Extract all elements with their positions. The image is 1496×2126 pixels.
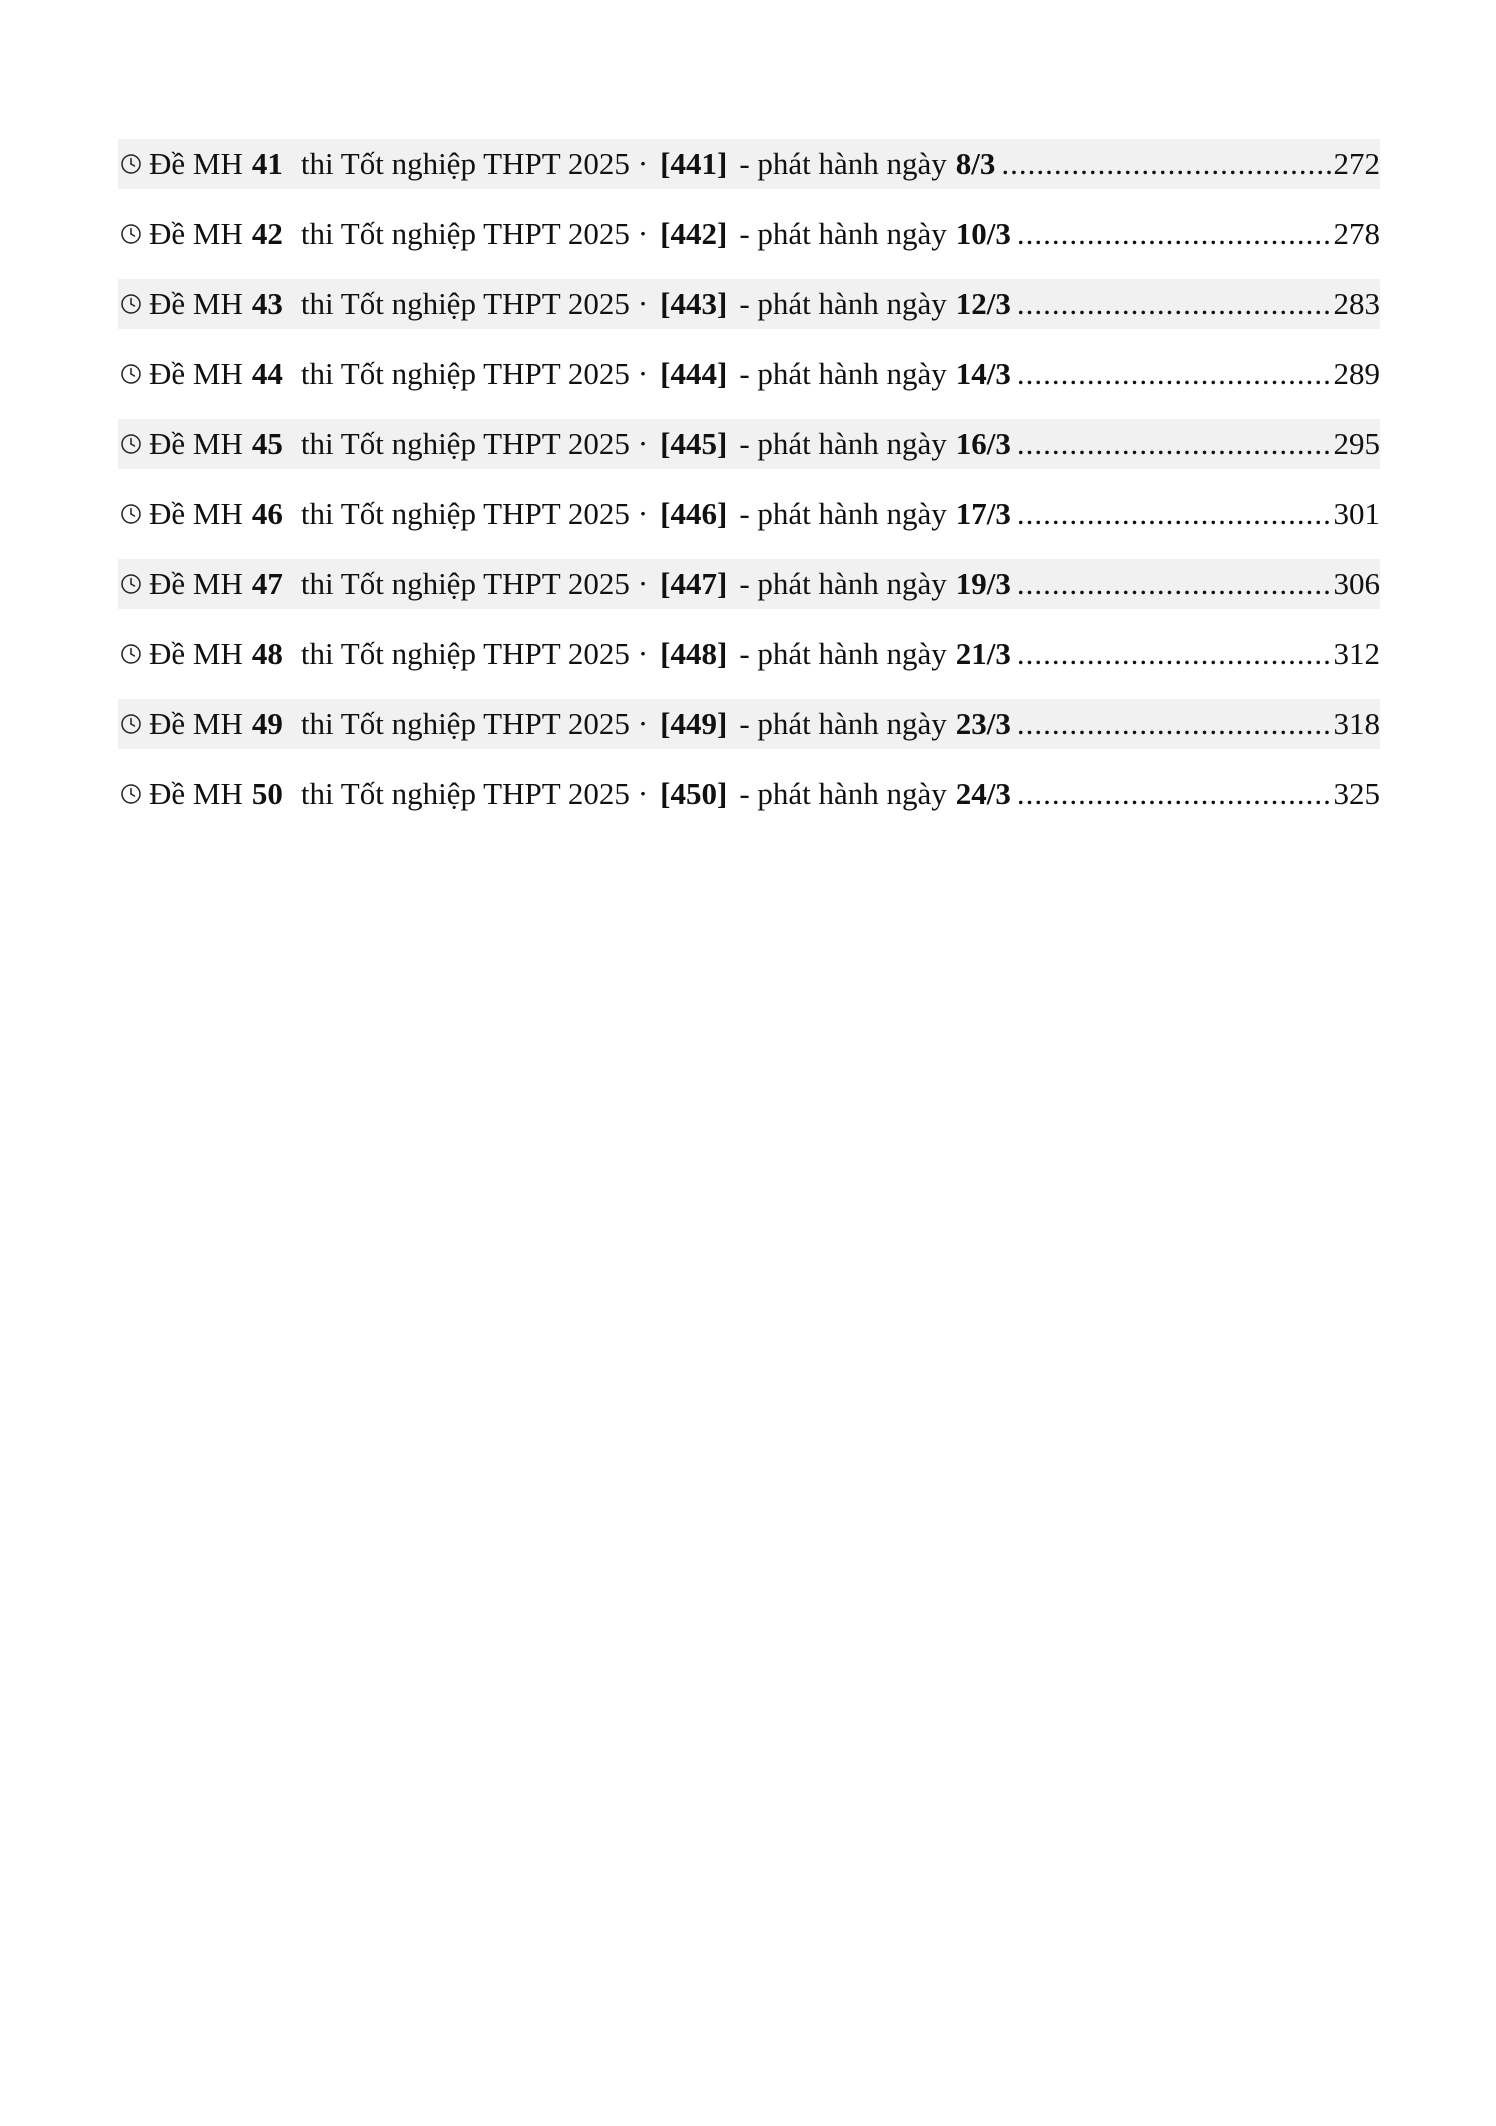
clock-icon [119,222,143,246]
toc-entry[interactable] [118,279,1380,329]
entry-release-date: 23/3 [955,706,1011,741]
entry-release-label: - phát hành ngày [739,146,947,181]
toc-entry[interactable] [118,349,1380,399]
entry-prefix: Đề MH [149,356,243,391]
dot-leader [1017,489,1332,539]
entry-separator: · [637,356,649,391]
entry-prefix: Đề MH [149,426,243,461]
entry-title: thi Tốt nghiệp THPT 2025 [300,706,630,741]
clock-icon [119,292,143,316]
dot-leader [1017,209,1332,259]
entry-title: thi Tốt nghiệp THPT 2025 [300,286,630,321]
entry-prefix: Đề MH [149,146,243,181]
entry-code: [450] [660,776,728,811]
entry-title: thi Tốt nghiệp THPT 2025 [300,496,630,531]
entry-separator: · [637,146,649,181]
entry-code: [448] [660,636,728,671]
entry-release-date: 24/3 [955,776,1011,811]
entry-number: 45 [251,426,283,461]
dot-leader [1017,769,1332,819]
entry-page-number: 289 [1333,356,1380,391]
entry-page-number: 283 [1333,286,1380,321]
entry-separator: · [637,496,649,531]
entry-title: thi Tốt nghiệp THPT 2025 [300,356,630,391]
entry-page-number: 278 [1333,216,1380,251]
entry-separator: · [637,566,649,601]
entry-code: [445] [660,426,728,461]
clock-icon [119,362,143,386]
entry-page-number: 312 [1333,636,1380,671]
entry-number: 50 [251,776,283,811]
toc-entry[interactable] [118,629,1380,679]
entry-release-label: - phát hành ngày [739,356,947,391]
entry-release-label: - phát hành ngày [739,636,947,671]
table-of-contents [118,139,1380,839]
entry-prefix: Đề MH [149,496,243,531]
entry-release-label: - phát hành ngày [739,566,947,601]
entry-prefix: Đề MH [149,566,243,601]
entry-release-label: - phát hành ngày [739,216,947,251]
clock-icon [119,572,143,596]
toc-entry[interactable] [118,769,1380,819]
entry-release-label: - phát hành ngày [739,706,947,741]
dot-leader [1017,349,1332,399]
entry-page-number: 306 [1333,566,1380,601]
entry-prefix: Đề MH [149,706,243,741]
entry-page-number: 301 [1333,496,1380,531]
entry-code: [441] [660,146,728,181]
entry-code: [442] [660,216,728,251]
entry-code: [443] [660,286,728,321]
dot-leader [1017,699,1332,749]
entry-separator: · [637,636,649,671]
entry-separator: · [637,286,649,321]
entry-number: 43 [251,286,283,321]
dot-leader [1017,629,1332,679]
entry-release-label: - phát hành ngày [739,496,947,531]
entry-number: 46 [251,496,283,531]
entry-prefix: Đề MH [149,286,243,321]
entry-page-number: 272 [1333,146,1380,181]
clock-icon [119,152,143,176]
entry-release-date: 16/3 [955,426,1011,461]
toc-entry[interactable] [118,699,1380,749]
entry-number: 42 [251,216,283,251]
dot-leader [1001,139,1331,189]
clock-icon [119,712,143,736]
entry-page-number: 325 [1333,776,1380,811]
entry-number: 48 [251,636,283,671]
entry-number: 47 [251,566,283,601]
entry-release-date: 19/3 [955,566,1011,601]
entry-title: thi Tốt nghiệp THPT 2025 [300,146,630,181]
entry-title: thi Tốt nghiệp THPT 2025 [300,776,630,811]
clock-icon [119,642,143,666]
entry-code: [447] [660,566,728,601]
entry-title: thi Tốt nghiệp THPT 2025 [300,216,630,251]
entry-separator: · [637,216,649,251]
entry-prefix: Đề MH [149,216,243,251]
entry-code: [449] [660,706,728,741]
clock-icon [119,502,143,526]
dot-leader [1017,559,1332,609]
entry-release-date: 12/3 [955,286,1011,321]
toc-entry[interactable] [118,419,1380,469]
entry-release-date: 14/3 [955,356,1011,391]
clock-icon [119,432,143,456]
entry-prefix: Đề MH [149,636,243,671]
entry-release-date: 17/3 [955,496,1011,531]
toc-entry[interactable] [118,489,1380,539]
toc-entry[interactable] [118,209,1380,259]
entry-release-date: 8/3 [955,146,996,181]
clock-icon [119,782,143,806]
entry-number: 49 [251,706,283,741]
entry-title: thi Tốt nghiệp THPT 2025 [300,636,630,671]
entry-release-label: - phát hành ngày [739,426,947,461]
entry-number: 44 [251,356,283,391]
entry-page-number: 295 [1333,426,1380,461]
entry-release-date: 10/3 [955,216,1011,251]
entry-prefix: Đề MH [149,776,243,811]
dot-leader [1017,279,1332,329]
entry-page-number: 318 [1333,706,1380,741]
entry-release-label: - phát hành ngày [739,286,947,321]
entry-separator: · [637,776,649,811]
entry-title: thi Tốt nghiệp THPT 2025 [300,566,630,601]
entry-number: 41 [251,146,283,181]
dot-leader [1017,419,1332,469]
entry-separator: · [637,706,649,741]
entry-separator: · [637,426,649,461]
entry-title: thi Tốt nghiệp THPT 2025 [300,426,630,461]
entry-release-date: 21/3 [955,636,1011,671]
entry-code: [444] [660,356,728,391]
entry-release-label: - phát hành ngày [739,776,947,811]
toc-entry[interactable] [118,139,1380,189]
toc-entry[interactable] [118,559,1380,609]
entry-code: [446] [660,496,728,531]
